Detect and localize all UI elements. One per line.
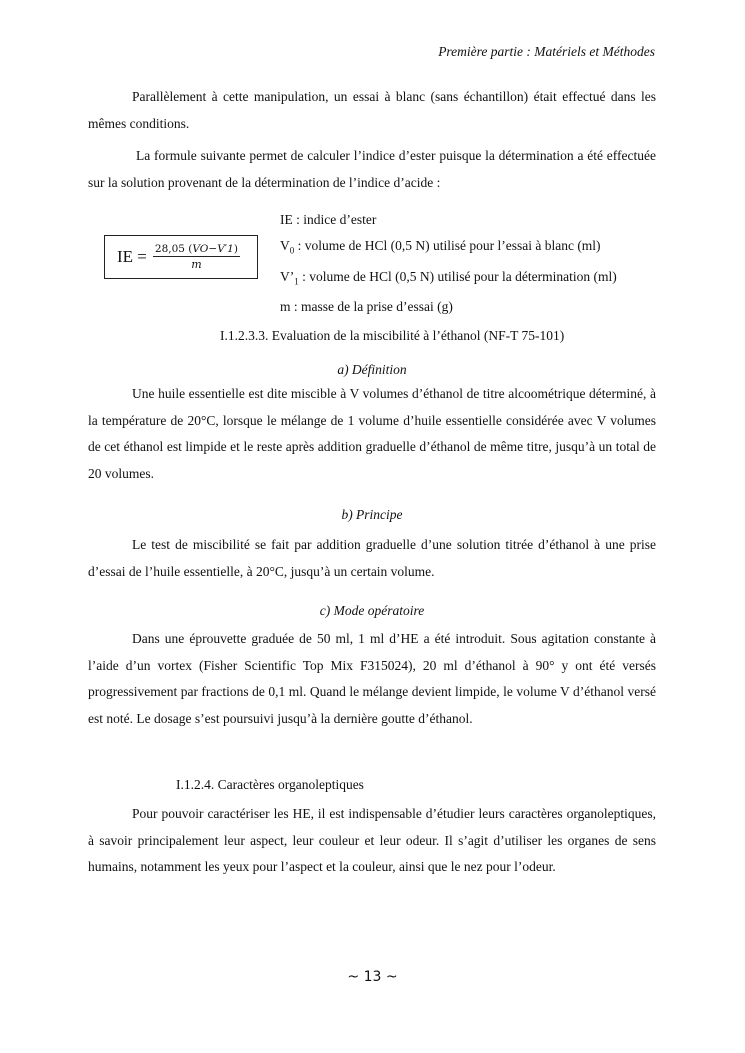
legend-v1-symbol: V’ [280,268,295,284]
subheading-definition: a) Définition [337,362,407,377]
legend-v1-text: : volume de HCl (0,5 N) utilisé pour la détermination (ml) [298,268,617,284]
page-number: ~ 13 ~ [347,969,398,985]
formula-denominator: m [191,258,202,271]
legend-v1 [280,264,617,295]
running-header: Première partie : Matériels et Méthodes [438,44,655,59]
subheading-principle: b) Principe [341,507,403,522]
formula-numerator-expr: VO−V′1 [192,243,234,255]
formula-numerator-suffix: ) [233,243,238,255]
formula-fraction [153,243,240,271]
section-heading-miscibility: I.1.2.3.3. Evaluation de la miscibilité à l’éthanol (NF-T 75-101) [220,328,565,343]
paragraph-formula-intro: La formule suivante permet de calculer l’indice d’ester puisque la détermination a été effectuée sur la solution provenant de la détermination de l’indice d’acide : [88,148,656,190]
legend-m: m : masse de la prise d’essai (g) [280,299,453,315]
legend-ie: IE : indice d’ester [280,212,377,227]
legend-v0-symbol: V [280,238,290,253]
ester-index-formula [104,235,258,279]
subheading-procedure: c) Mode opératoire [319,603,425,618]
section-heading-organoleptic: I.1.2.4. Caractères organoleptiques [176,777,364,792]
formula-legend [280,207,617,320]
paragraph-organoleptic: Pour pouvoir caractériser les HE, il est indispensable d’étudier leurs caractères organoleptiques, à savoir principalement leur aspect, leur couleur et leur odeur. Il s’agit d’utiliser les organes de sens humains, notamment les yeux pour l’aspect et la couleur, ainsi que le nez pour l’odeur. [88,806,656,874]
legend-v0-text: : volume de HCl (0,5 N) utilisé pour l’essai à blanc (ml) [294,238,601,253]
paragraph-principle: Le test de miscibilité se fait par addition graduelle d’une solution titrée d’éthanol à une prise d’essai de l’huile essentielle, à 20°C, jusqu’à un certain volume. [88,537,656,579]
legend-v0 [280,233,617,264]
formula-numerator-prefix: 28,05 ( [154,243,193,255]
legend-v1-sub: 1 [294,276,299,287]
formula-lhs: IE = [117,247,147,266]
legend-v0-sub: 0 [289,245,295,256]
paragraph-definition: Une huile essentielle est dite miscible à V volumes d’éthanol de titre alcoométrique déterminé, à la température de 20°C, lorsque le mélange de 1 volume d’huile essentielle considérée avec V volumes de cet éthanol est limpide et le reste après addition graduelle d’éthanol de même titre, jusqu’à un total de 20 volumes. [88,386,656,481]
formula-numerator [153,243,240,257]
paragraph-blank-test: Parallèlement à cette manipulation, un essai à blanc (sans échantillon) était effectué dans les mêmes conditions. [88,89,656,131]
paragraph-procedure: Dans une éprouvette graduée de 50 ml, 1 ml d’HE a été introduit. Sous agitation constante à l’aide d’un vortex (Fisher Scientific Top Mix F315024), 20 ml d’éthanol à 90° y ont été versés progressivement par fractions de 0,1 ml. Quand le mélange devient limpide, le volume V d’éthanol versé est noté. Le dosage s’est poursuivi jusqu’à la dernière goutte d’éthanol. [88,631,656,726]
